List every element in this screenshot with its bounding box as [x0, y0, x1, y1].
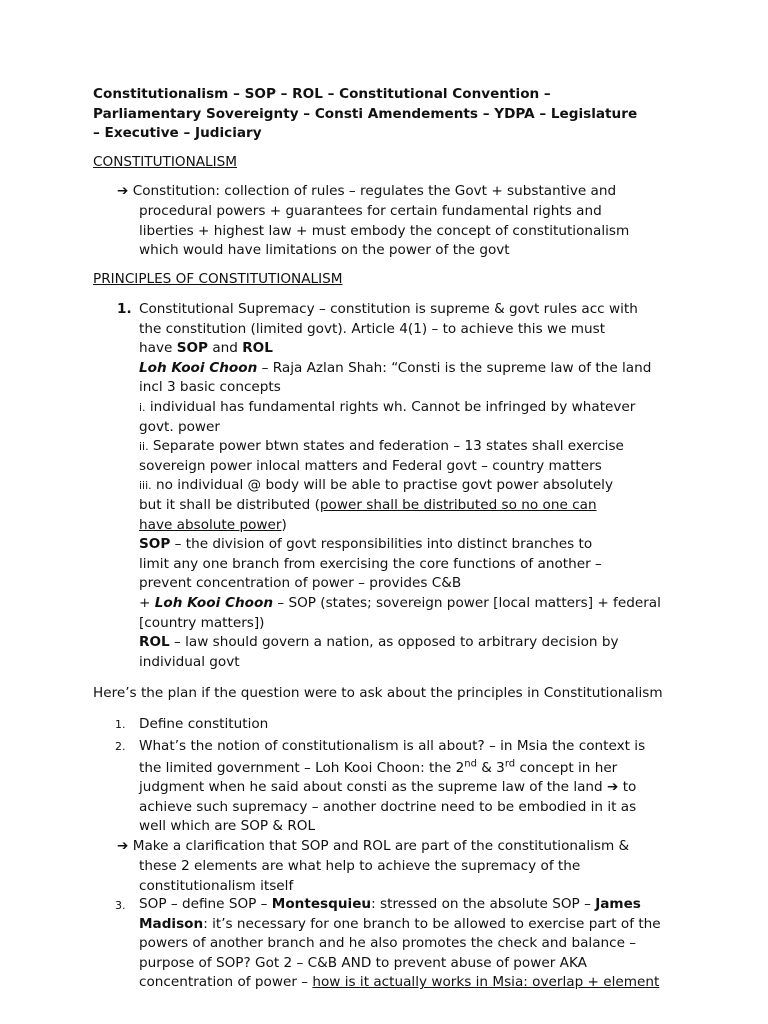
definition-line-2: procedural powers + guarantees for certain fundamental rights and: [139, 203, 602, 219]
plan-arrow-note: ➔ Make a clarification that SOP and ROL are part of the constitutionalism &: [117, 838, 630, 854]
principles-item-number: 1.: [117, 301, 132, 317]
definition-line-1: ➔ Constitution: collection of rules – regulates the Govt + substantive and: [117, 183, 617, 199]
header-line-3: – Executive – Judiciary: [93, 125, 262, 142]
case-name: Loh Kooi Choon: [139, 359, 258, 376]
arrow-right-icon: ➔: [607, 779, 619, 796]
plan-intro: Here’s the plan if the question were to ask about the principles in Constitutionalism: [93, 685, 663, 701]
header-line-1: Constitutionalism – SOP – ROL – Constitutional Convention –: [93, 86, 551, 102]
definition-line-4: which would have limitations on the power of the govt: [139, 242, 510, 259]
arrow-right-icon: ➔: [117, 183, 129, 199]
constitution-definition: [117, 182, 616, 202]
arrow-right-icon: ➔: [117, 838, 129, 854]
document-header: [93, 85, 653, 144]
plan-number-1: 1.: [115, 718, 126, 731]
plan-item-3: SOP – define SOP – Montesquieu: stressed on the absolute SOP – James Madison: it’s necessary for one branch to be allowed to exercise part of the powers of another branch and he also promotes the check and balance – purpose of SOP? Got 2 – C&B AND to prevent abuse of power AKA concentration of power – how is it actually works in Msia: overlap + element: [139, 896, 661, 991]
plan-item-2: What’s the notion of constitutionalism is all about? – in Msia the context is the limited government – Loh Kooi Choon: the 2nd & 3rd concept in her judgment when he said about consti as the supreme law of the land ➔ to achieve such supremacy – another doctrine need to be embodied in it as well which are SOP & ROL: [139, 738, 646, 835]
definition-line-3: liberties + highest law + must embody the concept of constitutionalism: [139, 222, 630, 239]
section-title-principles: PRINCIPLES OF CONSTITUTIONALISM: [93, 271, 343, 287]
section-title-constitutionalism: CONSTITUTIONALISM: [93, 154, 237, 170]
plan-item-1: Define constitution: [139, 716, 269, 732]
plan-number-2: 2.: [115, 740, 126, 753]
constitution-definition-cont: [139, 202, 629, 261]
header-line-2: Parliamentary Sovereignty – Consti Amendements – YDPA – Legislature: [93, 105, 638, 122]
principles-item-1: Constitutional Supremacy – constitution is supreme & govt rules acc with the constitution (limited govt). Article 4(1) – to achieve this we must have SOP and ROL Loh Kooi Choon – Raja Azlan Shah: “Consti is the supreme law of the land incl 3 basic concepts i. individual has fundamental rights wh. Cannot be infringed by whatever govt. power ii. Separate power btwn states and federation – 13 states shall exercise sovereign power inlocal matters and Federal govt – country matters iii. no individual @ body will be able to practise govt power absolutely but it shall be distributed (power shall be distributed so no one can have absolute power) SOP – the division of govt responsibilities into distinct branches to limit any one branch from exercising the core functions of another – prevent concentration of power – provides C&B + Loh Kooi Choon – SOP (states; sovereign power [local matters] + federal [country matters]) ROL – law should govern a nation, as opposed to arbitrary decision by individual govt: [139, 301, 661, 670]
plan-arrow-note-cont: these 2 elements are what help to achieve the supremacy of the constitutionalism itself: [139, 858, 581, 894]
plan-number-3: 3.: [115, 899, 126, 912]
